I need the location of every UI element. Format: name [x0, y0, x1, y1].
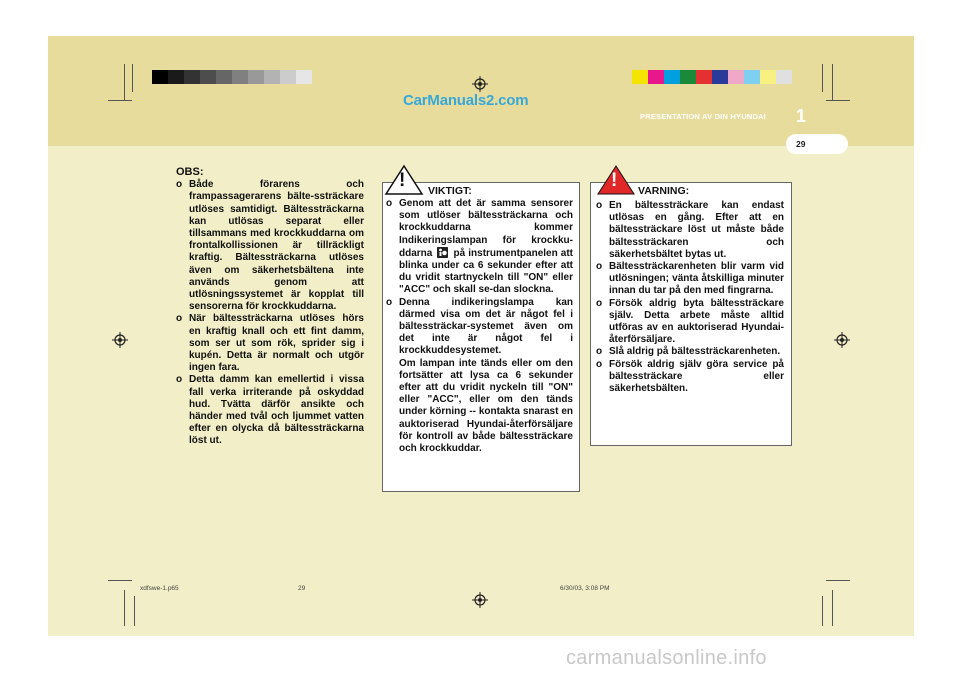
grey-calibration-bar: [152, 70, 312, 84]
list-item: [176, 313, 364, 374]
list-item: [596, 200, 784, 261]
crop-mark: [826, 580, 850, 581]
registration-crosshair-icon: [472, 592, 488, 608]
color-swatch: [232, 70, 248, 84]
site-watermark[interactable]: carmanualsonline.info: [566, 647, 767, 669]
list-item-text: Detta damm kan emellertid i vissa fall verka irriterande på oskyddad hud. Tvätta därför ansikte och händer med tvål och ljummet vatten efter en olycka då bältessträckarna löst ut.: [189, 374, 364, 447]
color-swatch: [712, 70, 728, 84]
crop-mark: [124, 590, 125, 626]
bullet: o: [596, 346, 603, 358]
color-swatch: [776, 70, 792, 84]
color-swatch: [248, 70, 264, 84]
crop-mark: [822, 596, 823, 626]
obs-column: [176, 166, 364, 448]
list-item: [596, 261, 784, 298]
list-item-text: Slå aldrig på bältessträckarenheten.: [609, 346, 781, 358]
bullet: o: [386, 198, 393, 209]
bullet: o: [176, 313, 183, 325]
chapter-number: 1: [796, 106, 807, 126]
list-item-text: Både förarens och frampassagerarens bälte-ssträckare utlöses samtidigt. Bältessträckarna kan utlösas separat eller tillsammans med krockkuddarna om frontalkollissionen är tillräckligt kraftig. Bältessträckarna utlöses även om säkerhetsbältena inte används genom att utlösningssystemet är kopplat till sensorerna för krockkuddarna.: [189, 179, 364, 313]
list-item-text: Denna indikeringslampa kan därmed visa om det är något fel i bältessträckar-systemet även om det inte är något fel i krockkuddesystemet.: [399, 296, 573, 357]
color-swatch: [664, 70, 680, 84]
list-item-text: på instrumentpanelen att blinka under ca 6 sekunder efter att du vridit startnyckeln till "ON" eller "ACC" och skall se-dan slockna.: [399, 247, 573, 296]
color-swatch: [648, 70, 664, 84]
color-swatch: [632, 70, 648, 84]
list-item-text: Försök aldrig byta bältessträckare själv. Detta arbete måste alltid utföras av en auktoriserad Hyundai-återförsäljare.: [609, 297, 784, 346]
color-swatch: [152, 70, 168, 84]
list-item-text: Genom att det är samma sensorer som utlöser bältessträckarna och krockkuddarna kommer Indikeringslampan för krockku-ddarna: [399, 198, 573, 259]
color-swatch: [680, 70, 696, 84]
crop-mark: [132, 64, 133, 92]
page-number: 29: [796, 139, 806, 149]
bullet: o: [176, 179, 183, 191]
viktigt-text: [386, 198, 573, 455]
list-item: [386, 297, 573, 456]
color-swatch: [168, 70, 184, 84]
list-item-text: Om lampan inte tänds eller om den fortsätter att lysa ca 6 sekunder efter att du vridit nyckeln till "ON" eller "ACC", eller om den tänds under körning -- kontakta snarast en auktoriserad Hyundai-återförsäljare för kontroll av både bältessträckare och krockkuddar.: [399, 357, 573, 455]
footer-filename: xdfswe-1.p65: [140, 585, 179, 592]
color-swatch: [728, 70, 744, 84]
crop-mark: [134, 596, 135, 626]
registration-crosshair-icon: [112, 332, 128, 348]
watermark-logo[interactable]: CarManuals2.com: [403, 92, 529, 109]
bullet: o: [596, 297, 603, 309]
warning-exclamation: !: [399, 170, 406, 191]
bullet: o: [596, 200, 603, 211]
color-swatch: [184, 70, 200, 84]
color-swatch: [216, 70, 232, 84]
bullet: o: [176, 374, 183, 386]
color-swatch: [264, 70, 280, 84]
crop-mark: [124, 64, 125, 100]
varning-title: VARNING:: [638, 185, 690, 197]
registration-crosshair-icon: [472, 76, 488, 92]
color-swatch: [760, 70, 776, 84]
list-item: [596, 346, 784, 358]
color-swatch: [280, 70, 296, 84]
airbag-warning-icon: [437, 247, 448, 258]
list-item-text: En bältessträckare kan endast utlösas en gång. Efter att en bältessträckare löst ut måste både bältessträckaren och säkerhetsbältet bytas ut.: [609, 200, 784, 260]
color-swatch: [296, 70, 312, 84]
list-item: [386, 198, 573, 297]
varning-text: [596, 200, 784, 395]
obs-title: OBS:: [176, 166, 204, 178]
crop-mark: [832, 64, 833, 100]
list-item-text: Försök aldrig själv göra service på bältessträckare eller säkerhetsbälten.: [609, 358, 784, 395]
color-swatch: [200, 70, 216, 84]
color-calibration-bar: [632, 70, 792, 84]
footer-page: 29: [298, 585, 306, 592]
list-item: [176, 374, 364, 447]
crop-mark: [826, 100, 850, 101]
crop-mark: [108, 580, 132, 581]
section-title: PRESENTATION AV DIN HYUNDAI: [640, 112, 766, 121]
crop-mark: [822, 64, 823, 92]
list-item-text: När bältessträckarna utlöses hörs en kraftig knall och ett fint damm, som ser ut som rök, sprider sig i kupén. Detta är normalt och utgör ingen fara.: [189, 313, 364, 374]
list-item: [596, 359, 784, 396]
list-item-text: Bältessträckarenheten blir varm vid utlösningen; vänta åtskilliga minuter innan du tar på den med fingrarna.: [609, 261, 784, 297]
bullet: o: [596, 358, 603, 370]
footer-timestamp: 6/30/03, 3:08 PM: [560, 585, 610, 592]
list-item: [596, 298, 784, 347]
color-swatch: [696, 70, 712, 84]
viktigt-title: VIKTIGT:: [428, 185, 472, 197]
crop-mark: [832, 590, 833, 626]
color-swatch: [744, 70, 760, 84]
registration-crosshair-icon: [834, 332, 850, 348]
bullet: o: [596, 261, 603, 273]
warning-exclamation: !: [611, 170, 618, 191]
list-item: [176, 179, 364, 313]
crop-mark: [108, 100, 132, 101]
bullet: o: [386, 296, 393, 308]
